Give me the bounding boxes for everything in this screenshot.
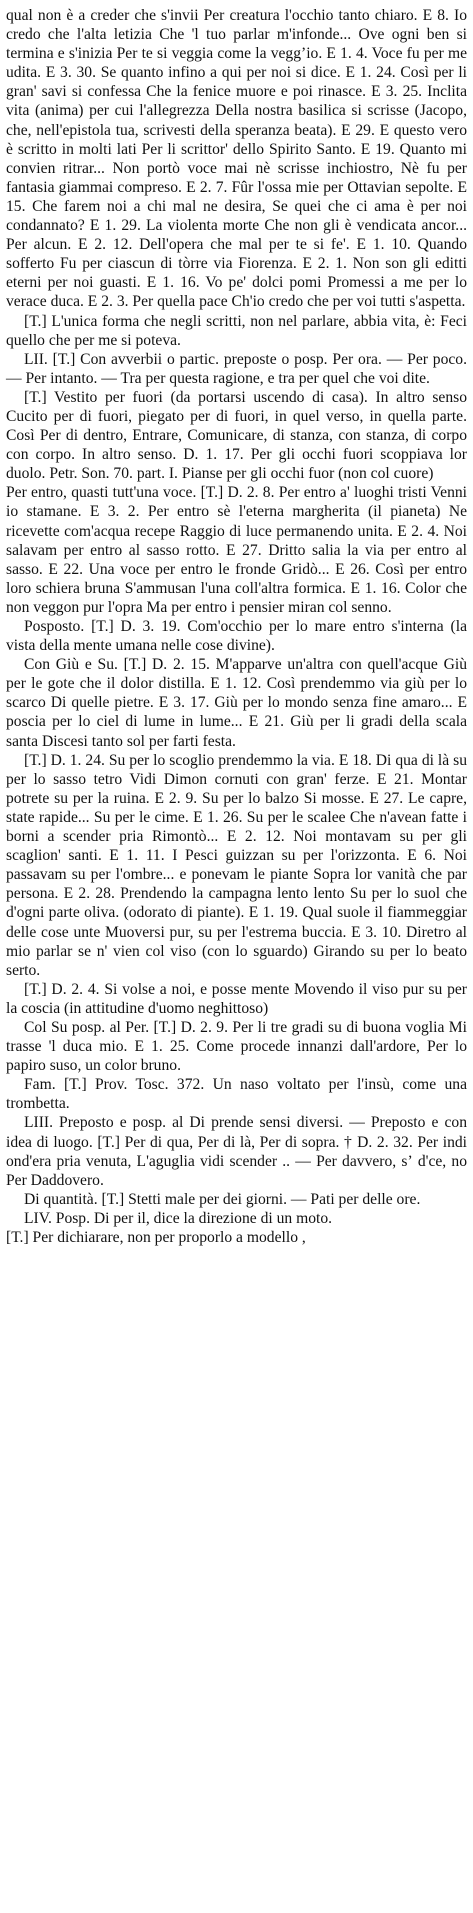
paragraph-2: [T.] L'unica forma che negli scritti, non nel parlare, abbia vita, è: Feci quello che per me si poteva. <box>6 312 467 349</box>
paragraph-3: LII. [T.] Con avverbii o partic. preposte o posp. Per ora. — Per poco. — Per intanto. — Tra per questa ragione, e tra per quel che voi dite. <box>6 350 467 387</box>
paragraph-15: [T.] Per dichiarare, non per proporlo a modello , <box>6 1229 306 1246</box>
paragraph-7: Con Giù e Su. [T.] D. 2. 15. M'apparve un'altra con quell'acque Giù per le gote che il dolor distilla. E 1. 12. Così prendemmo via giù per lo scarco Di quelle pietre. E 3. 17. Giù per lo mondo senza fine amaro... E poscia per lo ciel di lume in lume... E 21. Giù per li gradi della scala santa Discesi tanto sol per farti festa. <box>6 656 467 750</box>
paragraph-11: Fam. [T.] Prov. Tosc. 372. Un naso voltato per l'insù, come una trombetta. <box>6 1076 467 1113</box>
paragraph-12: LIII. Preposto e posp. al Di prende sensi diversi. — Preposto e con idea di luogo. [T.] Per di qua, Per di là, Per di sopra. † D. 2. 32. Per indi ond'era pria venuta, L'aguglia vidi scender .. — Per davvero, sʼ d'ce, no Per Daddovero. <box>6 1114 467 1189</box>
paragraph-5: Per entro, quasti tutt'una voce. [T.] D. 2. 8. Per entro a' luoghi tristi Venni io stamane. E 3. 2. Per entro sè l'eterna margherita (il pianeta) Ne ricevette com'acqua recepe Raggio di luce permanendo unita. E 2. 4. Noi salavam per entro al sasso rotto. E 27. Dritto salia la via per entro al sasso. E 22. Una voce per entro le fronde Gridò... E 26. Così per entro loro schiera bruna S'ammusan l'una coll'altra formica. E 1. 16. Color che non veggon pur l'opra Ma per entro i pensier miran col senno. <box>6 484 467 616</box>
paragraph-10: Col Su posp. al Per. [T.] D. 2. 9. Per li tre gradi su di buona voglia Mi trasse 'l duca mio. E 1. 25. Come procede innanzi dall'ardore, Per lo papiro suso, un color bruno. <box>6 1018 467 1075</box>
paragraph-9: [T.] D. 2. 4. Si volse a noi, e posse mente Movendo il viso pur su per la coscia (in attitudine d'uomo neghittoso) <box>6 980 467 1017</box>
paragraph-1: qual non è a creder che s'invii Per creatura l'occhio tanto chiaro. E 8. Io credo che l'alta letizia Che 'l tuo parlar m'infonde... Ove ogni ben si termina e s'inizia Per te si veggia come la veggʼio. E 1. 4. Voce fu per me udita. E 3. 30. Se quanto infino a qui per noi si dice. E 1. 24. Così per li gran' savi si confessa Che la fenice muore e poi rinasce. E 3. 25. Inclita vita (anima) per cui l'allegrezza Della nostra basilica si scrisse (Jacopo, che, nell'epistola tua, scrivesti della speranza beata). E 29. E questo vero è scritto in molti lati Per li scrittor' dello Spirito Santo. E 19. Quanto mi convien ritrar... Non portò voce mai nè scrisse inchiostro, Nè fu per fantasia giammai compreso. E 2. 7. Fûr l'ossa mie per Ottavian sepolte. E 15. Che farem noi a chi mal ne desira, Se quei che ci ama è per noi condannato? E 1. 29. La violenta morte Che non gli è vendicata ancor... Per alcun. E 2. 12. Dell'opera che mal per te si fe'. E 1. 10. Quando sofferto Fu per ciascun di tòrre via Fiorenza. E 2. 1. Non son gli editti eterni per noi guasti. E 1. 16. Vo pe' dolci pomi Promessi a me per lo verace duca. E 2. 3. Per quella pace Ch'io credo che per voi tutti s'aspetta. <box>6 7 467 311</box>
paragraph-4: [T.] Vestito per fuori (da portarsi uscendo di casa). In altro senso Cucito per di fuori, piegato per di fuori, in quel verso, in quella parte. Così Per di dentro, Entrare, Comunicare, di stanza, con stanza, di corpo con corpo. In altro senso. D. 1. 17. Per gli occhi fuori scoppiava lor duolo. Petr. Son. 70. part. I. Pianse per gli occhi fuor (non col cuore) <box>6 388 467 483</box>
paragraph-8: [T.] D. 1. 24. Su per lo scoglio prendemmo la via. E 18. Di qua di là su per lo sasso tetro Vidi Dimon cornuti con gran' ferze. E 21. Montar potrete su per la ruina. E 2. 9. Su per lo balzo Si mosse. E 27. Le capre, state rapide... Su per le cime. E 1. 26. Su per le scalee Che n'avean fatte i borni a scender pria Rimontò... E 2. 12. Noi montavam su per gli scaglion' santi. E 1. 11. I Pesci guizzan su per l'orizzonta. E 6. Noi passavam su per l'ombre... e ponevam le piante Sopra lor vanità che par persona. E 2. 28. Prendendo la campagna lento lento Su per lo suol che d'ogni parte oliva. (odorato di piante). E 1. 19. Qual suole il fiammeggiar delle cose unte Muoversi pur, su per l'estrema buccia. E 3. 10. Diretro al mio parlar se n' vien col viso (con lo sguardo) Girando su per lo beato serto. <box>6 751 467 979</box>
paragraph-14: LIV. Posp. Di per il, dice la direzione di un moto. <box>24 1209 333 1227</box>
paragraph-6: Posposto. [T.] D. 3. 19. Com'occhio per lo mare entro s'interna (la vista della mente umana nelle cose divine). <box>6 618 467 655</box>
paragraph-13: Di quantità. [T.] Stetti male per dei giorni. — Pati per delle ore. <box>24 1190 421 1208</box>
